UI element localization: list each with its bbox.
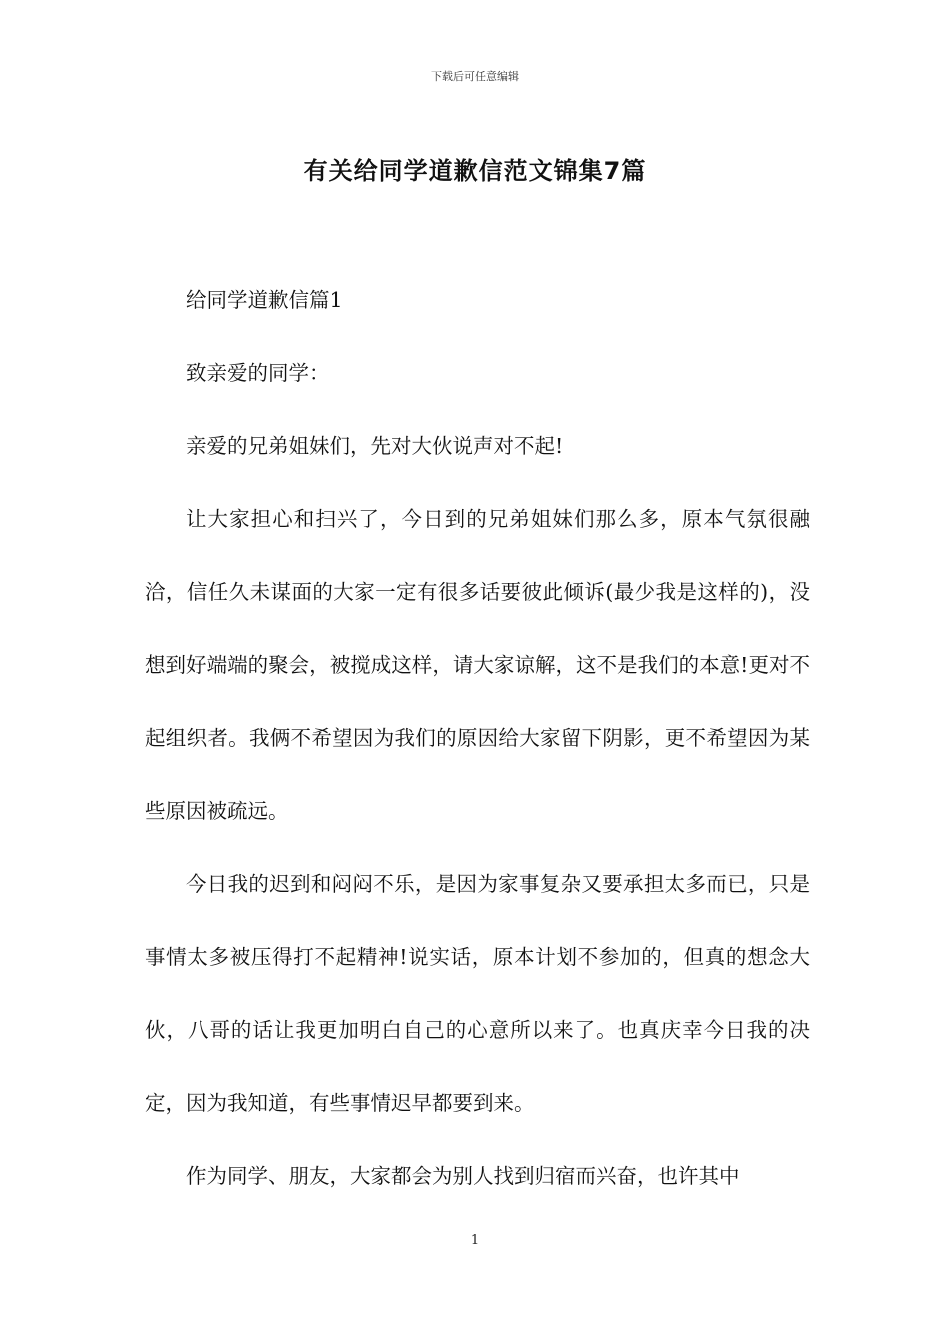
paragraph: 让大家担心和扫兴了，今日到的兄弟姐妹们那么多，原本气氛很融洽，信任久未谋面的大家一定有很多话要彼此倾诉(最少我是这样的)，没想到好端端的聚会，被搅成这样，请大家谅解，这不是我们的本意!更对不起组织者。我俩不希望因为我们的原因给大家留下阴影，更不希望因为某些原因被疏远。 — [145, 507, 810, 823]
paragraph: 今日我的迟到和闷闷不乐，是因为家事复杂又要承担太多而已，只是事情太多被压得打不起精神!说实话，原本计划不参加的，但真的想念大伙，八哥的话让我更加明白自己的心意所以来了。也真庆幸今日我的决定，因为我知道，有些事情迟早都要到来。 — [145, 872, 810, 1115]
paragraph-heading: 给同学道歉信篇1 — [186, 288, 343, 312]
paragraph-salutation: 致亲爱的同学： — [186, 361, 330, 385]
document-title: 有关给同学道歉信范文锦集7篇 — [303, 157, 647, 185]
paragraph: 作为同学、朋友，大家都会为别人找到归宿而兴奋，也许其中 — [186, 1164, 740, 1188]
document-body — [145, 264, 810, 1213]
paragraph: 亲爱的兄弟姐妹们，先对大伙说声对不起! — [186, 434, 564, 458]
header-note: 下载后可任意编辑 — [431, 70, 519, 83]
page-number: 1 — [470, 1233, 480, 1248]
